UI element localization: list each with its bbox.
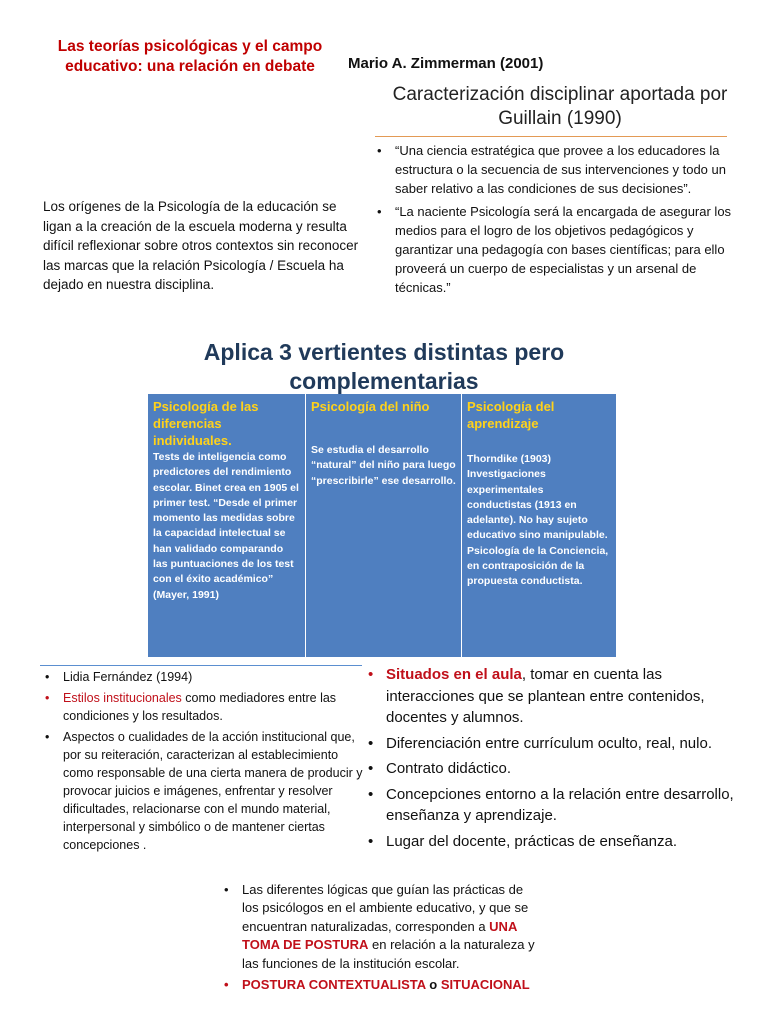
- logicas-list: [222, 881, 542, 997]
- fernandez-reference: Lidia Fernández (1994): [63, 670, 193, 684]
- vertientes-heading: Aplica 3 vertientes distintas pero complementarias: [203, 339, 565, 394]
- fernandez-list: [43, 668, 365, 857]
- list-item: [366, 784, 746, 827]
- bullet: •: [377, 143, 382, 158]
- logicas-text-after: en relación a la naturaleza y las funciones de la institución escolar.: [242, 937, 535, 971]
- logicas-text-before: Las diferentes lógicas que guían las prácticas de los psicólogos en el ambiente educativo, y que se encuentran naturalizadas, corresponden a: [242, 882, 529, 934]
- postura-connector: o: [425, 977, 441, 993]
- column-body: Tests de inteligencia como predictores del rendimiento escolar. Binet crea en 1905 el primer test. “Desde el primer momento las medidas sobre la capacidad intelectual se han validado comparando las puntuaciones de los test con el éxito académico” (Mayer, 1991): [153, 451, 299, 601]
- blue-divider: [40, 665, 362, 666]
- caracterizacion-quotes: [375, 141, 735, 301]
- column-nino: [306, 394, 462, 657]
- bullet: •: [377, 204, 382, 219]
- bullet: •: [45, 730, 50, 744]
- aspectos-description: Aspectos o cualidades de la acción institucional que, por su reiteración, caracterizan al establecimiento como responsable de una cierta manera de producir y provocar juicios e imágenes, enfrentar y resolver dificultades, relacionarse con el mundo material, interpersonal y simbólico o de mantener ciertas concepciones .: [63, 730, 363, 852]
- quote-text: “Una ciencia estratégica que provee a los educadores la estructura o la secuencia de sus intervenciones y todo un saber relativo a las condiciones de sus decisiones”.: [395, 143, 726, 196]
- column-heading: Psicología del aprendizaje: [467, 399, 555, 431]
- quote-item: [375, 141, 735, 198]
- bullet: •: [368, 785, 374, 803]
- list-item: [43, 728, 365, 854]
- aula-item-text: Contrato didáctico.: [386, 760, 512, 777]
- list-item: [222, 976, 542, 994]
- orange-divider: [375, 136, 727, 137]
- list-item: [222, 881, 542, 973]
- list-item: [366, 758, 746, 780]
- list-item: [366, 664, 746, 729]
- list-item: [366, 831, 746, 853]
- aula-item-text: Diferenciación entre currículum oculto, real, nulo.: [386, 734, 712, 752]
- list-item: [43, 689, 365, 725]
- bullet: •: [368, 666, 374, 683]
- estilos-institucionales: Estilos institucionales: [63, 691, 182, 705]
- list-item: [43, 668, 365, 686]
- author: Mario A. Zimmerman (2001): [348, 55, 544, 72]
- column-aprendizaje: [462, 394, 616, 657]
- bullet: •: [368, 760, 374, 777]
- situados-en-el-aula: Situados en el aula: [386, 666, 522, 683]
- origins-paragraph: Los orígenes de la Psicología de la educación se ligan a la creación de la escuela moderna y resulta difícil reflexionar sobre otros contextos sin reconocer las marcas que la relación Psicología / Escuela ha dejado en nuestra disciplina.: [43, 199, 359, 292]
- quote-text: “La naciente Psicología será la encargada de asegurar los medios para el logro de los objetivos pedagógicos y garantizar una pedagogía con bases científicas; para ello proveerá un cuerpo de especialistas y un arsenal de técnicas.”: [395, 204, 732, 295]
- quote-item: [375, 202, 735, 297]
- column-heading: Psicología de las diferencias individuales.: [153, 399, 259, 448]
- bullet: •: [224, 977, 229, 993]
- bullet: •: [45, 670, 50, 684]
- bullet: •: [368, 832, 374, 850]
- vertientes-table: [148, 394, 616, 657]
- situados-description: , tomar en cuenta las interacciones que se plantean entre contenidos, docentes y alumnos.: [386, 666, 705, 726]
- aula-list: [366, 664, 746, 856]
- bullet: •: [368, 734, 374, 752]
- column-body: Thorndike (1903) Investigaciones experimentales conductistas (1913 en adelante). No hay sujeto educativo sino manipulable. Psicología de la Conciencia, en contraposición de la propuesta conductista.: [467, 453, 609, 588]
- aula-item-text: Lugar del docente, prácticas de enseñanza.: [386, 832, 678, 850]
- toma-de-postura: UNA TOMA DE POSTURA: [242, 918, 517, 953]
- page-title: Las teorías psicológicas y el campo educativo: una relación en debate: [57, 38, 323, 75]
- list-item: [366, 733, 746, 755]
- postura-contextualista: POSTURA CONTEXTUALISTA: [242, 977, 426, 993]
- postura-situacional: SITUACIONAL: [440, 977, 530, 993]
- caracterizacion-title: Caracterización disciplinar aportada por Guillain (1990): [392, 84, 728, 129]
- column-diferencias: [148, 394, 306, 657]
- estilos-description: como mediadores entre las condiciones y los resultados.: [63, 691, 337, 723]
- column-body: Se estudia el desarrollo “natural” del niño para luego “prescribirle” ese desarrollo.: [311, 444, 456, 487]
- bullet: •: [224, 882, 229, 897]
- bullet: •: [45, 691, 50, 705]
- aula-item-text: Concepciones entorno a la relación entre desarrollo, enseñanza y aprendizaje.: [386, 785, 734, 824]
- column-heading: Psicología del niño: [311, 399, 430, 414]
